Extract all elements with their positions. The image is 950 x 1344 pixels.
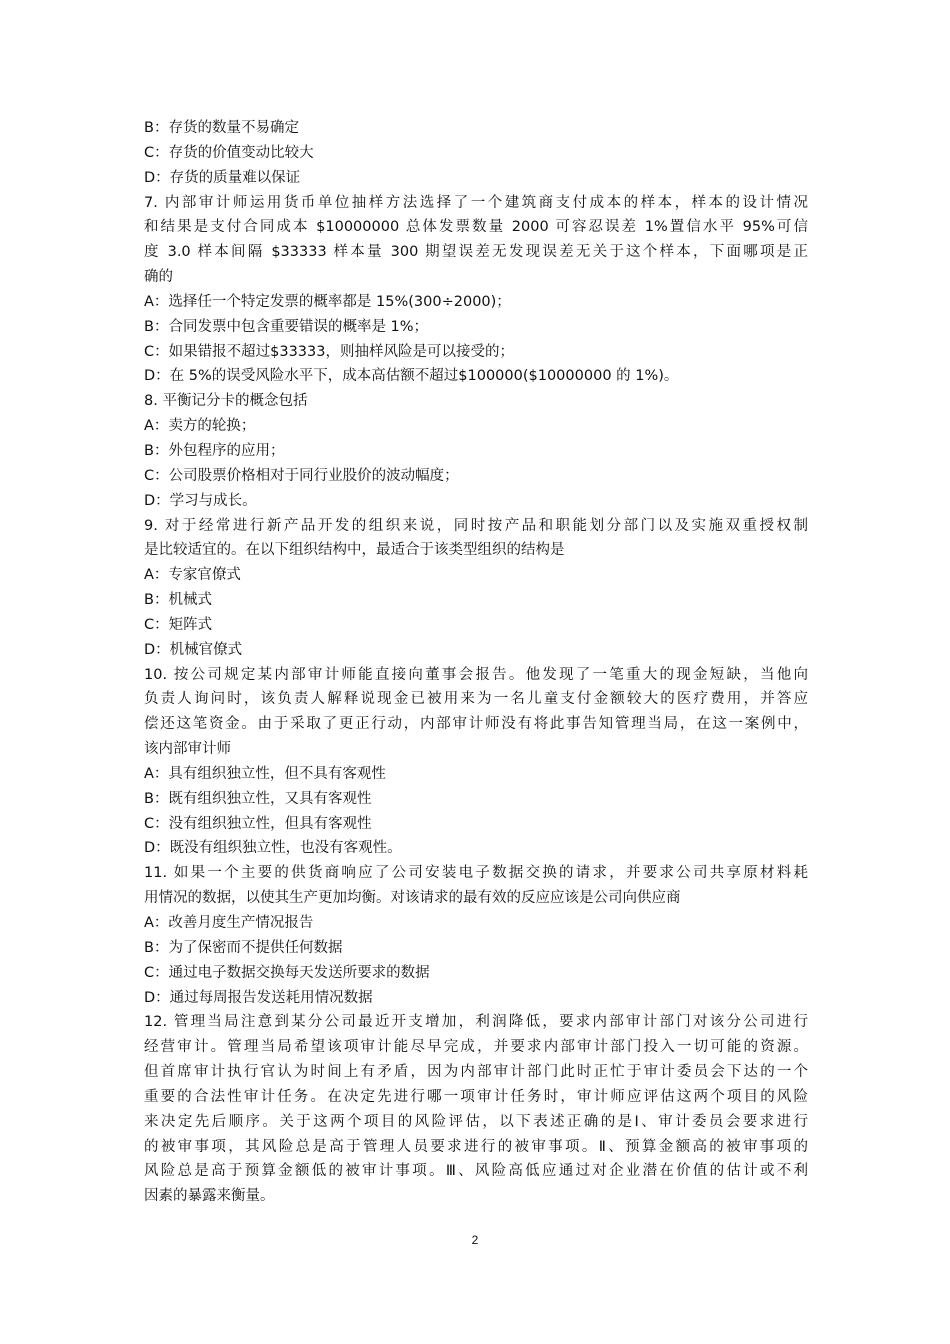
text-line: D：学习与成长。 — [144, 492, 257, 509]
text-line: C：公司股票价格相对于同行业股价的波动幅度； — [144, 467, 459, 484]
text-line: 用情况的数据，以使其生产更加均衡。对该请求的最有效的反应应该是公司向供应商 — [144, 890, 681, 907]
text-line: 重要的合法性审计任务。在决定先进行哪一项审计任务时，审计师应评估这两个项目的风险 — [144, 1088, 808, 1105]
text-line: 经营审计。管理当局希望该项审计能尽早完成，并要求内部审计部门投入一切可能的资源。 — [144, 1039, 808, 1056]
text-line: 是比较适宜的。在以下组织结构中，最适合于该类型组织的结构是 — [144, 542, 565, 559]
text-line: 但首席审计执行官认为时间上有矛盾，因为内部审计部门此时正忙于审计委员会下达的一个 — [144, 1064, 808, 1081]
text-line: 的被审事项，其风险总是高于管理人员要求进行的被审事项。Ⅱ、预算金额高的被审事项的 — [144, 1138, 808, 1155]
text-line: C：通过电子数据交换每天发送所要求的数据 — [144, 964, 430, 981]
text-line: 偿还这笔资金。由于采取了更正行动，内部审计师没有将此事告知管理当局，在这一案例中， — [144, 716, 808, 733]
text-line: 度 3.0 样本间隔 $33333 样本量 300 期望误差无发现误差无关于这个样本，下面哪项是正 — [144, 244, 808, 261]
text-line: 10. 按公司规定某内部审计师能直接向董事会报告。他发现了一笔重大的现金短缺，当他向 — [144, 666, 808, 683]
text-line: D：通过每周报告发送耗用情况数据 — [144, 989, 373, 1006]
text-line: 11. 如果一个主要的供货商响应了公司安装电子数据交换的请求，并要求公司共享原材料耗 — [144, 865, 808, 882]
text-line: 9. 对于经常进行新产品开发的组织来说，同时按产品和职能划分部门以及实施双重授权制 — [144, 517, 808, 534]
text-line: B：合同发票中包含重要错误的概率是 1%； — [144, 318, 429, 335]
text-line: 确的 — [144, 269, 173, 286]
document-body — [144, 116, 808, 1209]
text-line: A：选择任一个特定发票的概率都是 15%(300÷2000)； — [144, 293, 511, 310]
text-line: 负责人询问时，该负责人解释说现金已被用来为一名儿童支付金额较大的医疗费用，并答应 — [144, 691, 808, 708]
text-line: D：既没有组织独立性，也没有客观性。 — [144, 840, 402, 857]
text-line: B：存货的数量不易确定 — [144, 120, 299, 136]
text-line: 风险总是高于预算金额低的被审计事项。Ⅲ、风险高低应通过对企业潜在价值的估计或不利 — [144, 1163, 808, 1180]
text-line: C：存货的价值变动比较大 — [144, 144, 314, 161]
text-line: B：机械式 — [144, 592, 212, 609]
text-line: C：如果错报不超过$33333，则抽样风险是可以接受的； — [144, 343, 514, 360]
text-line: 该内部审计师 — [144, 741, 231, 758]
text-line: 因素的暴露来衡量。 — [144, 1188, 275, 1205]
text-line: A：改善月度生产情况报告 — [144, 915, 314, 931]
text-line: 来决定先后顺序。关于这两个项目的风险评估，以下表述正确的是Ⅰ、审计委员会要求进行 — [144, 1113, 808, 1130]
text-line: C：矩阵式 — [144, 616, 213, 633]
text-line: D：在 5%的误受风险水平下，成本高估额不超过$100000($10000000 的 1%)。 — [144, 368, 679, 385]
text-line: A：专家官僚式 — [144, 567, 241, 584]
text-line: C：没有组织独立性，但具有客观性 — [144, 815, 372, 832]
text-line: 7. 内部审计师运用货币单位抽样方法选择了一个建筑商支付成本的样本，样本的设计情况 — [144, 194, 808, 211]
text-line: A：具有组织独立性，但不具有客观性 — [144, 765, 386, 782]
text-line: D：存货的质量难以保证 — [144, 169, 301, 186]
text-line: A：卖方的轮换； — [144, 418, 256, 435]
text-line: 12. 管理当局注意到某分公司最近开支增加，利润降低，要求内部审计部门对该分公司进行 — [144, 1014, 808, 1031]
text-line: B：为了保密而不提供任何数据 — [144, 939, 343, 956]
page-number: 2 — [471, 1233, 479, 1247]
text-line: D：机械官僚式 — [144, 641, 243, 658]
text-line: 和结果是支付合同成本 $10000000 总体发票数量 2000 可容忍误差 1%置信水平 95%可信 — [144, 219, 808, 236]
text-line: 8. 平衡记分卡的概念包括 — [144, 393, 308, 410]
text-line: B：外包程序的应用； — [144, 442, 285, 459]
text-line: B：既有组织独立性，又具有客观性 — [144, 790, 372, 807]
